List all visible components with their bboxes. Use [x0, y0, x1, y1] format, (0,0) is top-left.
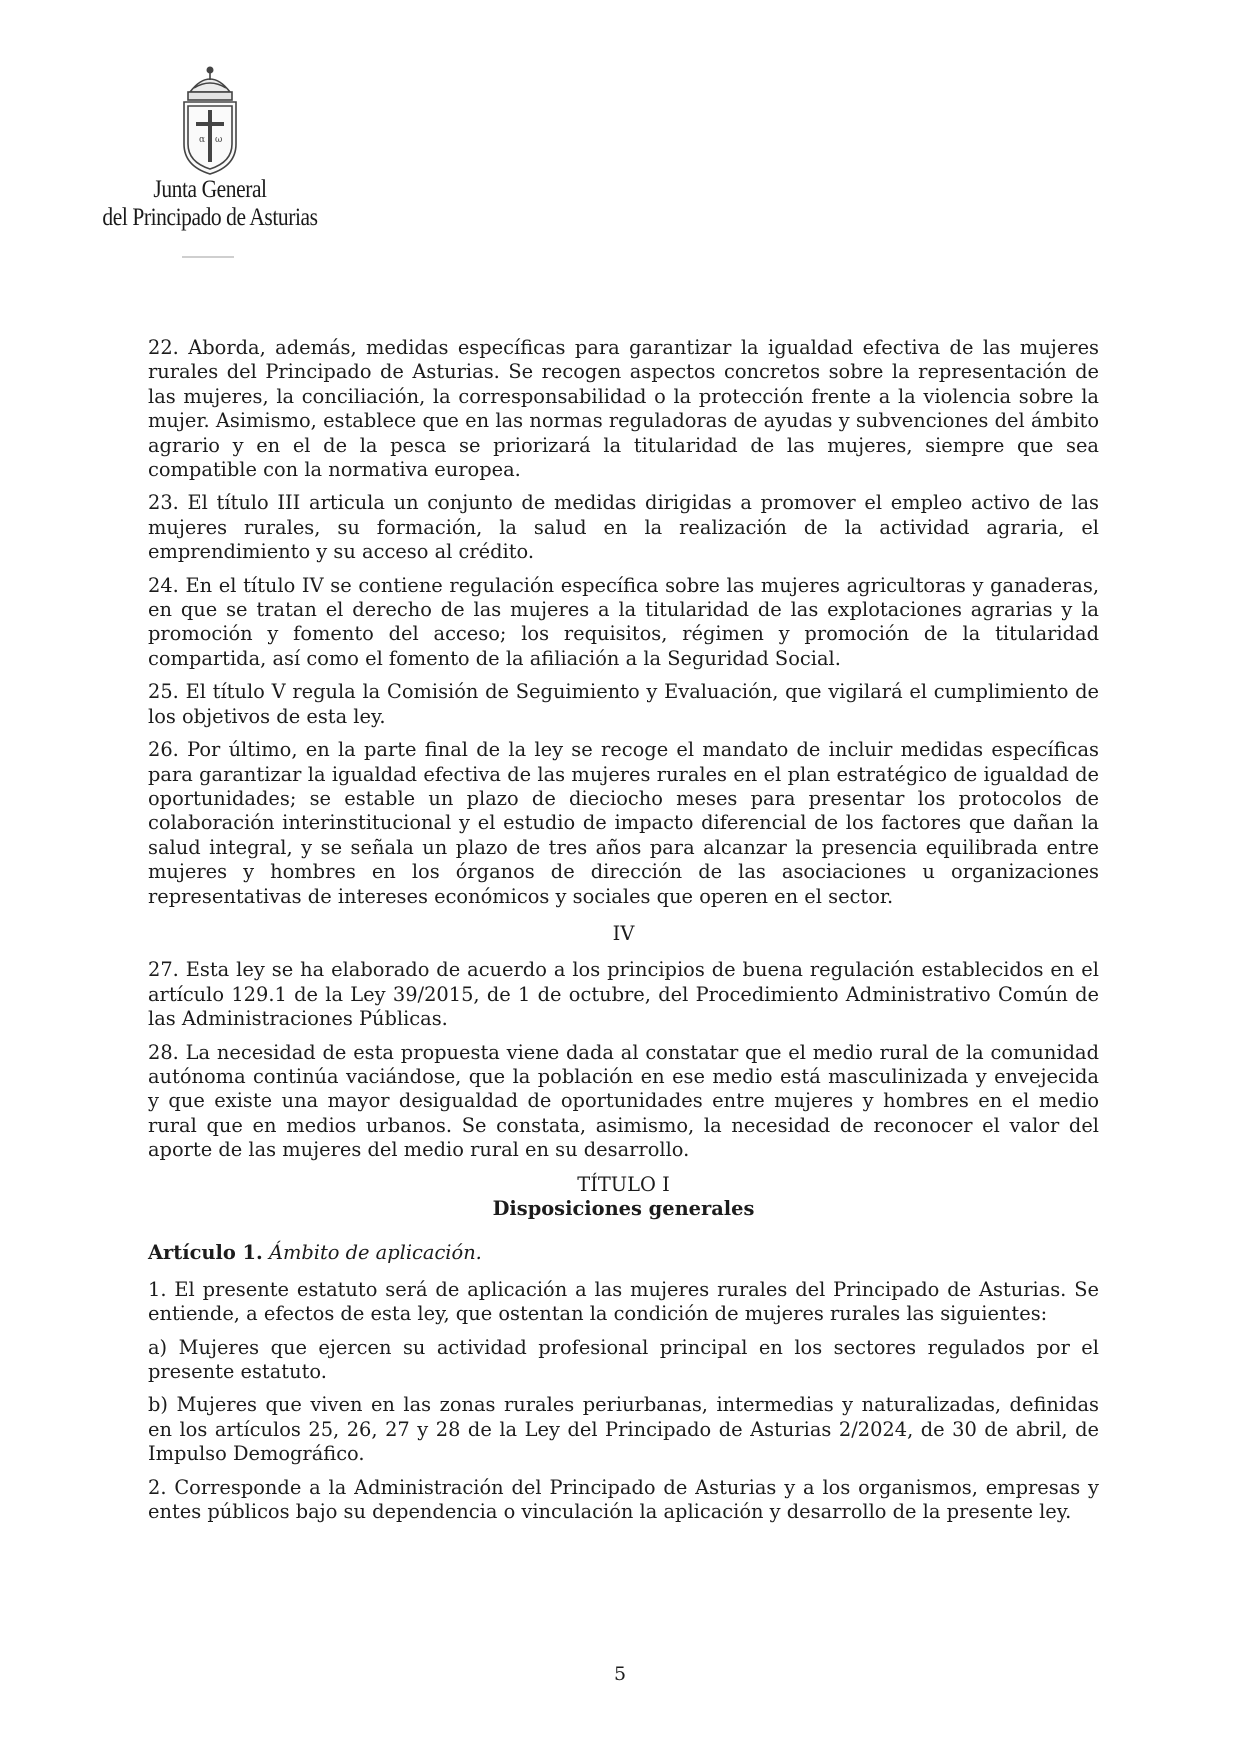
institution-line-1: Junta General [153, 176, 267, 203]
paragraph-27: 27. Esta ley se ha elaborado de acuerdo a los principios de buena regulación establecidos en el artículo 129.1 de la Ley 39/2015, de 1 de octubre, del Procedimiento Administrativo Común de las Administraciones Públicas. [148, 958, 1099, 1031]
paragraph-28: 28. La necesidad de esta propuesta viene dada al constatar que el medio rural de la comunidad autónoma continúa vaciándose, que la población en ese medio está masculinizada y envejecida y que existe una mayor desigualdad de oportunidades entre mujeres y hombres en el medio rural que en medios urbanos. Se constata, asimismo, la necesidad de reconocer el valor del aporte de las mujeres del medio rural en su desarrollo. [148, 1040, 1099, 1162]
institution-name [60, 176, 360, 232]
section-heading: IV [612, 921, 635, 945]
svg-text:α: α [199, 135, 206, 145]
articulo-label: Artículo 1. [148, 1241, 263, 1265]
articulo-item-a: a) Mujeres que ejercen su actividad profesional principal en los sectores regulados por el presente estatuto. [148, 1335, 1099, 1384]
paragraph-26: 26. Por último, en la parte final de la ley se recoge el mandato de incluir medidas específicas para garantizar la igualdad efectiva de las mujeres rurales en el plan estratégico de igualdad de oportunidades; se estable un plazo de dieciocho meses para presentar los protocolos de colaboración interinstitucional y el estudio de impacto diferencial de los factores que dañan la salud integral, y se señala un plazo de tres años para alcanzar la presencia equilibrada entre mujeres y hombres en los órganos de dirección de las asociaciones u organizaciones representativas de intereses económicos y sociales que operen en el sector. [148, 738, 1099, 908]
svg-text:ω: ω [215, 135, 223, 145]
coat-of-arms-asturias-icon [150, 62, 270, 182]
paragraph-23: 23. El título III articula un conjunto de medidas dirigidas a promover el empleo activo de las mujeres rurales, su formación, la salud en la realización de la actividad agraria, el emprendimiento y su acceso al crédito. [148, 491, 1099, 564]
titulo-label: TÍTULO I [577, 1172, 670, 1196]
articulo-paragraph-2: 2. Corresponde a la Administración del Principado de Asturias y a los organismos, empresas y entes públicos bajo su dependencia o vinculación la aplicación y desarrollo de la presente ley. [148, 1475, 1099, 1524]
paragraph-24: 24. En el título IV se contiene regulación específica sobre las mujeres agricultoras y ganaderas, en que se tratan el derecho de las mujeres a la titularidad de las explotaciones agrarias y la promoción y fomento del acceso; los requisitos, régimen y promoción de la titularidad compartida, así como el fomento de la afiliación a la Seguridad Social. [148, 573, 1099, 670]
articulo-title: Ámbito de aplicación. [268, 1241, 482, 1265]
articulo-paragraph-1: 1. El presente estatuto será de aplicación a las mujeres rurales del Principado de Asturias. Se entiende, a efectos de esta ley, que ostentan la condición de mujeres rurales las siguientes: [148, 1277, 1099, 1326]
titulo-subtitle: Disposiciones generales [492, 1197, 755, 1220]
institution-line-2: del Principado de Asturias [102, 204, 318, 231]
document-body [148, 336, 1099, 1533]
articulo-heading [148, 1241, 1099, 1265]
paragraph-25: 25. El título V regula la Comisión de Seguimiento y Evaluación, que vigilará el cumplimiento de los objetivos de esta ley. [148, 680, 1099, 728]
paragraph-22: 22. Aborda, además, medidas específicas para garantizar la igualdad efectiva de las mujeres rurales del Principado de Asturias. Se recogen aspectos concretos sobre la representación de las mujeres, la conciliación, la corresponsabilidad o la protección frente a la violencia sobre la mujer. Asimismo, establece que en las normas reguladoras de ayudas y subvenciones del ámbito agrario y en el de la pesca se priorizará la titularidad de las mujeres, siempre que sea compatible con la normativa europea. [148, 336, 1099, 482]
articulo-item-b: b) Mujeres que viven en las zonas rurales periurbanas, intermedias y naturalizadas, definidas en los artículos 25, 26, 27 y 28 de la Ley del Principado de Asturias 2/2024, de 30 de abril, de Impulso Demográfico. [148, 1393, 1099, 1466]
page-number: 5 [613, 1663, 627, 1685]
header-divider [182, 256, 234, 258]
